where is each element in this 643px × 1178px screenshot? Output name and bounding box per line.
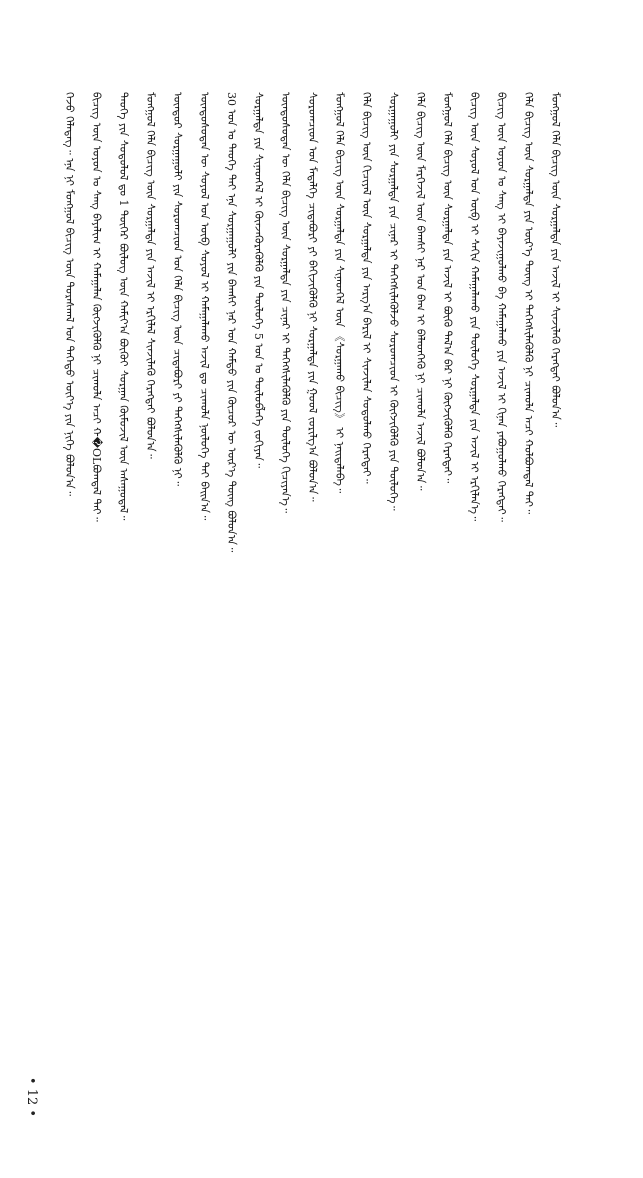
text-column xyxy=(58,92,80,1072)
text-line: ᠬᠡᠯᠡ ᠪᠢᠴᠢᠭ᠌ ᠦᠨ ᠬᠢᠴᠢᠶᠡᠯ ᠦᠨ ᠰᠤᠷᠭᠠᠯᠲᠠ ᠶᠢᠨ ᠠᠷᠭ᠎ᠠ ᠪᠠᠷᠢᠯ ᠢ ᠰᠢᠨᠵᠢᠯᠡᠨ ᠰᠤᠳᠤᠯᠬᠤ ᠬᠡᠷᠡᠭᠲᠡᠢ᠃ xyxy=(360,92,373,484)
text-line: ᠦᠨᠳᠦᠰᠦᠲᠡᠨ ᠦ ᠬᠡᠯᠡ ᠪᠢᠴᠢᠭ᠌ ᠦᠨ ᠰᠤᠷᠭᠠᠯᠲᠠ ᠶᠢᠨ ᠴᠢᠨᠠᠷ ᠢ ᠳᠡᠭᠡᠭᠰᠢᠯᠡᠭᠦᠯᠬᠦ ᠶᠢᠨ ᠲᠥᠯᠥᠭᠡ ᠬᠢᠴᠢᠶᠡᠨ᠎ᠡ᠃ xyxy=(279,92,292,514)
vertical-text-body xyxy=(58,92,573,1072)
text-line: ᠮᠣᠩᠭᠣᠯ ᠬᠡᠯᠡ ᠪᠢᠴᠢᠭ᠌ ᠦᠨ ᠰᠤᠷᠭᠠᠯᠲᠠ ᠶᠢᠨ ᠰᠢᠨᠡᠳᠬᠡᠯ ᠦᠨ 《ᠰᠤᠷᠭᠠᠬᠤ ᠪᠢᠴᠢᠭ》 ᠢ ᠨᠡᠢᠲᠡᠯᠡᠪᠡ᠃ xyxy=(333,92,346,494)
text-line: ᠮᠣᠩᠭᠣᠯ ᠬᠡᠯᠡ ᠪᠢᠴᠢᠭ᠌ ᠦᠨ ᠰᠤᠷᠭᠠᠯᠲᠠ ᠶᠢᠨ ᠠᠵᠢᠯ ᠢ ᠡᠷᠬᠢᠯᠡᠯ ᠰᠢᠨᠵᠢᠯᠡᠬᠦ ᠬᠡᠷᠡᠭᠲᠡᠢ ᠪᠣᠯᠤᠨ᠎ᠠ᠃ xyxy=(144,92,157,459)
text-line: ᠪᠢᠴᠢᠭ᠌ ᠦᠨ ᠰᠣᠶᠣᠯ ᠤᠨ ᠥᠪ ᠢ ᠰᠠᠬᠢᠨ ᠬᠠᠮᠠᠭᠠᠯᠠᠬᠤ ᠶᠢᠨ ᠲᠥᠯᠥᠭᠡ ᠰᠤᠷᠭᠠᠯᠲᠠ ᠶᠢᠨ ᠠᠵᠢᠯ ᠢ ᠡᠷᠬᠢᠯᠡᠨ᠎ᠡ᠃ xyxy=(468,92,481,522)
text-column xyxy=(355,92,377,1072)
text-column xyxy=(85,92,107,1072)
text-line: ᠰᠤᠷᠤᠭᠴᠢᠳ ᠤᠨ ᠮᠡᠳᠡᠯᠭᠡ ᠴᠢᠳᠠᠪᠤᠷᠢ ᠶᠢ ᠪᠡᠬᠢᠵᠢᠭᠦᠯᠬᠦ ᠨᠢ ᠰᠤᠷᠭᠠᠯᠲᠠ ᠶᠢᠨ ᠭᠣᠣᠯ ᠵᠣᠷᠢᠯᠭ᠎ᠠ ᠪᠣᠯᠤᠨ᠎ᠠ᠃ xyxy=(306,92,319,502)
text-line: ᠮᠣᠩᠭᠣᠯ ᠬᠡᠯᠡ ᠪᠢᠴᠢᠭ᠌ ᠦᠨ ᠰᠤᠷᠭᠠᠯᠲᠠ ᠶᠢᠨ ᠠᠵᠢᠯ ᠢ ᠪᠦᠬᠦ ᠲᠠᠯ᠎ᠠ ᠪᠠᠷ ᠨᠢ ᠬᠥᠭᠵᠢᠭᠦᠯᠬᠦ ᠬᠡᠷᠡᠭᠲᠡᠢ᠃ xyxy=(441,92,454,484)
text-column xyxy=(544,92,566,1072)
text-line: ᠪᠢᠴᠢᠭ᠌ ᠦᠨ ᠣᠶᠤᠨ ᠤ ᠰᠠᠩ ᠪᠠᠶᠠᠯᠢᠭ ᠢ ᠬᠠᠮᠠᠭᠠᠯᠠᠨ ᠬᠥᠭᠵᠢᠭᠦᠯᠬᠦ ᠨᠢ ᠴᠢᠬᠤᠯᠠ ᠠᠴᠢ ᠬ�OLᠪᠣᠭᠳᠠᠯ ᠲᠠᠢ᠃ xyxy=(90,92,103,522)
text-column xyxy=(166,92,188,1072)
text-column xyxy=(517,92,539,1072)
text-line: ᠰᠤᠷᠭᠠᠯᠲᠠ ᠶᠢᠨ ᠰᠢᠨᠡᠳᠬᠡᠯ ᠢ ᠭᠦᠨᠵᠡᠭᠦᠷᠡᠭᠦᠯᠬᠦ ᠶᠢᠨ ᠲᠥᠯᠥᠭᠡ 5 ᠣᠨ ᠤ ᠲᠥᠯᠥᠪᠯᠡᠭᠡ ᠵᠣᠬᠢᠶᠠᠨ᠃ xyxy=(252,92,265,469)
text-column xyxy=(463,92,485,1072)
text-column xyxy=(220,92,242,1072)
text-column xyxy=(274,92,296,1072)
text-line: ᠮᠣᠩᠭᠣᠯ ᠬᠡᠯᠡ ᠪᠢᠴᠢᠭ᠌ ᠦᠨ ᠰᠤᠷᠭᠠᠯᠲᠠ ᠶᠢᠨ ᠠᠵᠢᠯ ᠢ ᠰᠢᠨᠵᠢᠯᠡᠬᠦ ᠬᠡᠷᠡᠭᠲᠡᠢ ᠪᠣᠯᠤᠨ᠎ᠠ᠃ xyxy=(549,92,562,428)
text-line: ᠬᠡᠯᠡ ᠪᠢᠴᠢᠭ᠌ ᠦᠨ ᠰᠤᠷᠭᠠᠯᠲᠠ ᠶᠢᠨ ᠦᠷ᠎ᠡ ᠳᠦᠩ ᠢ ᠳᠡᠭᠡᠭᠰᠢᠯᠡᠭᠦᠯᠬᠦ ᠨᠢ ᠴᠢᠬᠤᠯᠠ ᠠᠴᠢ ᠬᠣᠯᠪᠣᠭᠳᠠᠯ ᠲᠠᠢ᠃ xyxy=(522,92,535,515)
text-column xyxy=(139,92,161,1072)
text-line: ᠭᠡᠵᠦ ᠬᠡᠯᠡᠳᠡᠭ᠃ ᠡᠨᠡ ᠨᠢ ᠮᠣᠩᠭᠣᠯ ᠪᠢᠴᠢᠭ ᠦᠨ ᠳᠤᠷᠠᠰᠬᠠᠯ ᠤᠨ ᠳᠡᠭᠡᠳᠦ ᠦᠶ᠎ᠡ ᠶᠢᠨ ᠨᠢᠭᠡ ᠪᠣᠯᠤᠨ᠎ᠠ᠃ xyxy=(63,92,76,496)
text-column xyxy=(328,92,350,1072)
text-column xyxy=(247,92,269,1072)
text-column xyxy=(193,92,215,1072)
text-column xyxy=(112,92,134,1072)
text-column xyxy=(409,92,431,1072)
text-line: ᠪᠢᠴᠢᠭ᠌ ᠦᠨ ᠣᠶᠤᠨ ᠤ ᠰᠠᠩ ᠢ ᠪᠠᠶᠠᠵᠢᠭᠤᠯᠬᠤ ᠪᠠ ᠬᠠᠮᠠᠭᠠᠯᠬᠤ ᠶᠢᠨ ᠠᠵᠢᠯ ᠢ ᠬᠢᠨᠠᠨ ᠶᠠᠪᠤᠭᠤᠯᠬᠤ ᠬᠡᠷᠡᠭᠲᠡᠢ᠃ xyxy=(495,92,508,522)
text-column xyxy=(301,92,323,1072)
text-line: ᠥᠨᠳᠦᠷ ᠰᠤᠷᠭᠠᠭᠤᠯᠢ ᠶᠢᠨ ᠰᠤᠷᠤᠭᠴᠢᠳ ᠤᠨ ᠬᠡᠯᠡ ᠪᠢᠴᠢᠭ᠌ ᠦᠨ ᠴᠢᠳᠠᠪᠤᠷᠢ ᠶᠢ ᠳᠡᠭᠡᠭᠰᠢᠯᠡᠭᠦᠯᠬᠦ ᠨᠢ᠃ xyxy=(171,92,184,486)
text-column xyxy=(382,92,404,1072)
text-line: ᠲᠡᠦᠬᠡ ᠶᠢᠨ ᠰᠤᠳᠤᠯᠤᠯ ᠳᠤ 1 ᠳᠦᠭᠡᠷ ᠪᠦᠯᠦᠭ ᠦᠨ ᠬᠠᠮᠢᠶ᠎ᠠ ᠪᠦᠬᠦᠢ ᠰᠤᠷᠭᠠᠨ ᠬᠦᠮᠦᠵᠢᠯ ᠦᠨ ᠠᠰᠠᠭᠤᠳᠠᠯ᠃ xyxy=(117,92,130,521)
text-line: 30 ᠣᠨ ᠤ ᠲᠡᠦᠬᠡ ᠲᠠᠢ ᠡᠨᠡ ᠰᠤᠷᠭᠠᠭᠤᠯᠢ ᠶᠢᠨ ᠪᠠᠭᠰᠢ ᠨᠠᠷ ᠤᠨ ᠬᠠᠮᠲᠤ ᠶᠢᠨ ᠬᠦᠴᠦᠷ ᠦ ᠦᠷ᠎ᠡ ᠳᠦᠩ ᠪᠣᠯᠤᠨ᠎ᠠ᠃ xyxy=(225,92,238,553)
text-column xyxy=(436,92,458,1072)
text-line: ᠬᠡᠯᠡ ᠪᠢᠴᠢᠭ᠌ ᠦᠨ ᠮᠡᠷᠭᠡᠵᠢᠯ ᠦᠨ ᠪᠠᠭᠰᠢ ᠨᠠᠷ ᠤᠨ ᠪᠠᠭ ᠢ ᠪᠡᠯᠡᠳᠬᠡᠬᠦ ᠨᠢ ᠴᠢᠬᠤᠯᠠ ᠠᠵᠢᠯ ᠪᠣᠯᠤᠨ᠎ᠠ᠃ xyxy=(414,92,427,491)
text-line: ᠰᠤᠷᠭᠠᠭᠤᠯᠢ ᠶᠢᠨ ᠰᠤᠷᠭᠠᠯᠲᠠ ᠶᠢᠨ ᠴᠢᠨᠠᠷ ᠢ ᠳᠡᠭᠡᠭᠰᠢᠯᠡᠭᠦᠯᠵᠦ ᠰᠤᠷᠤᠭᠴᠢᠳ ᠢ ᠬᠥᠭᠵᠢᠭᠦᠯᠬᠦ ᠶᠢᠨ ᠲᠥᠯᠥᠭᠡ᠃ xyxy=(387,92,400,511)
page-number: • 12 • xyxy=(24,1076,39,1118)
text-column xyxy=(490,92,512,1072)
text-line: ᠦᠨᠳᠦᠰᠦᠲᠡᠨ ᠦ ᠰᠣᠶᠣᠯ ᠤᠨ ᠥᠪ ᠰᠣᠶᠣᠯ ᠢ ᠬᠠᠮᠠᠭᠠᠯᠠᠬᠤ ᠠᠵᠢᠯ ᠳᠤ ᠴᠢᠬᠤᠯᠠ ᠨᠥᠯᠥᠭᠡ ᠲᠠᠢ ᠪᠠᠢᠨ᠎ᠠ᠃ xyxy=(198,92,211,521)
